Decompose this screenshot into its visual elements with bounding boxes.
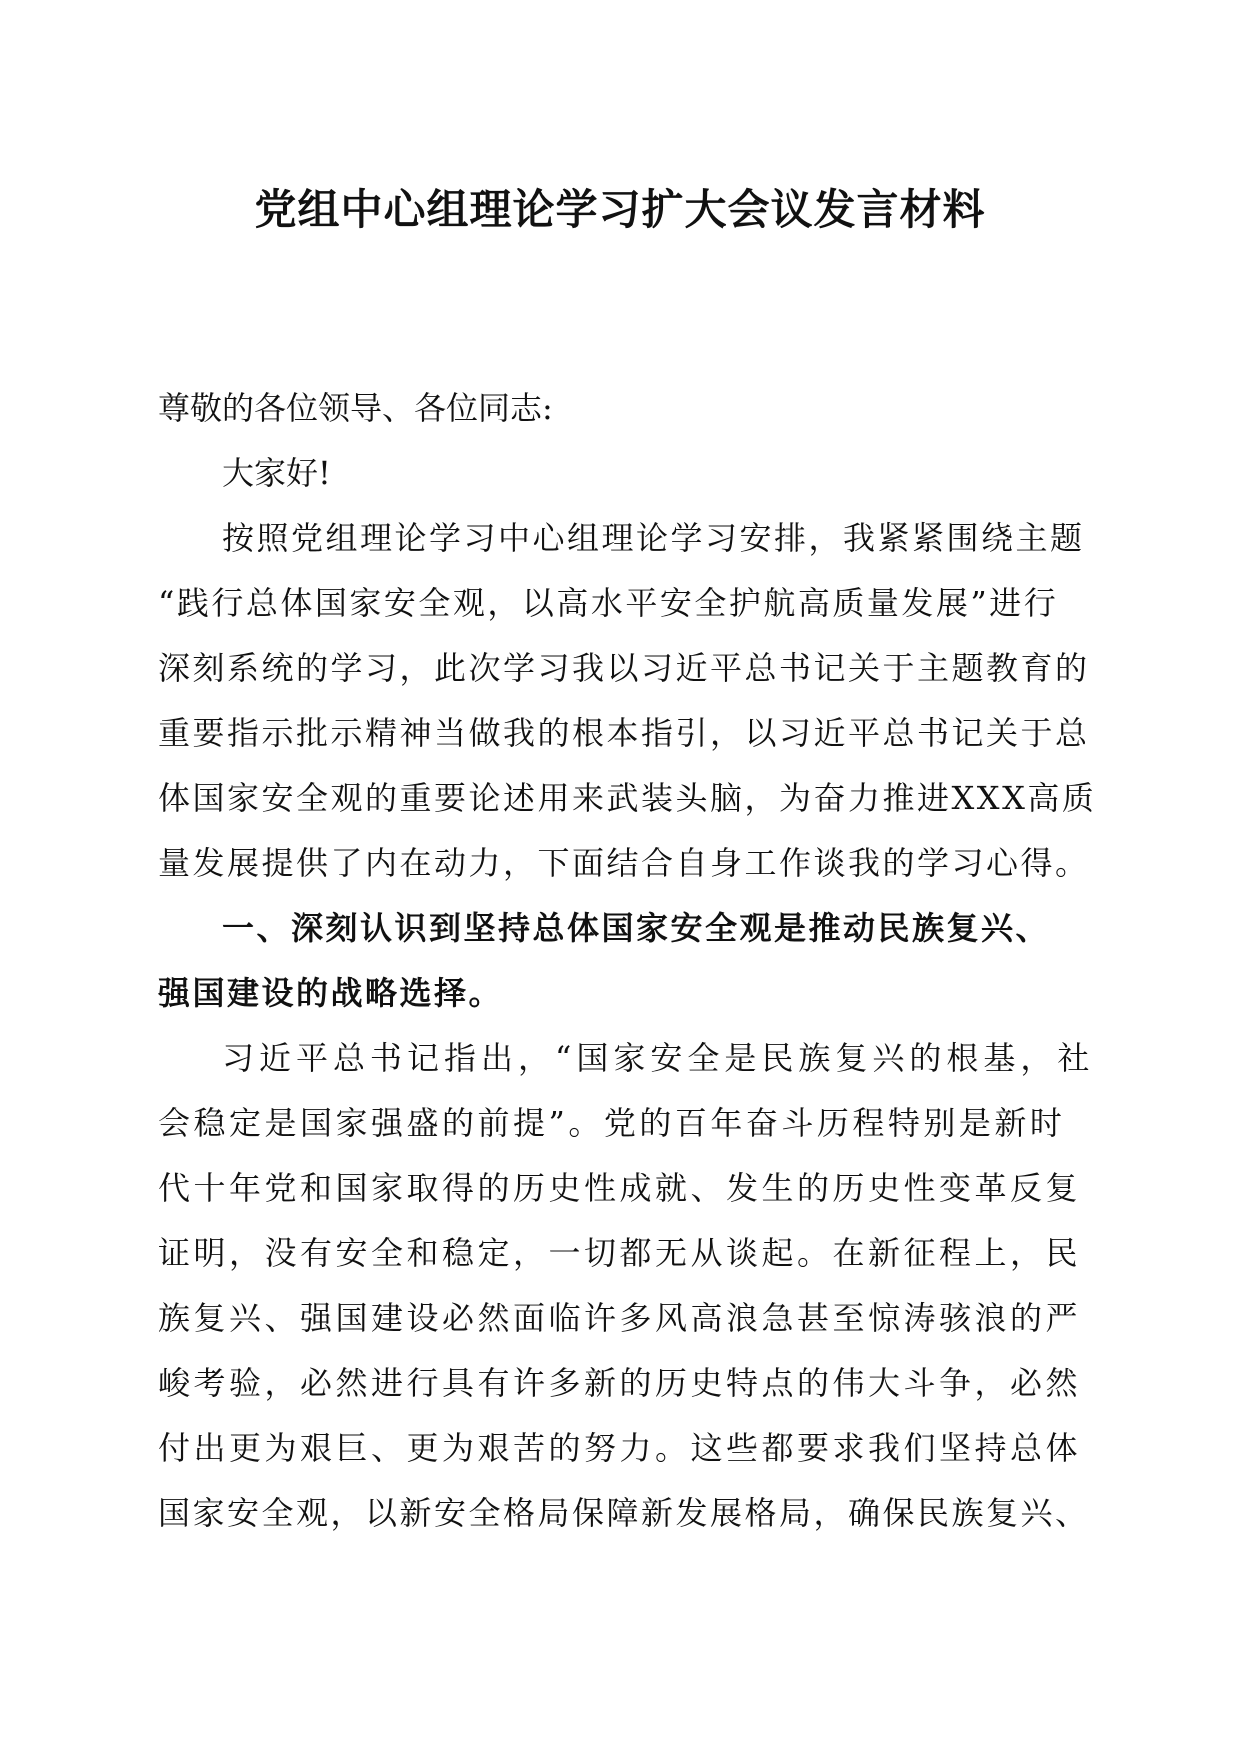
section-heading: 强国建设的战略选择。 (158, 974, 504, 1012)
paragraph-line: 国家安全观，以新安全格局保障新发展格局，确保民族复兴、 (158, 1494, 1090, 1532)
paragraph-line: 量发展提供了内在动力，下面结合自身工作谈我的学习心得。 (158, 844, 1090, 882)
document-title: 党组中心组理论学习扩大会议发言材料 (254, 185, 986, 234)
paragraph-line: “践行总体国家安全观，以高水平安全护航高质量发展”进行 (158, 584, 1059, 622)
paragraph-line: 重要指示批示精神当做我的根本指引，以习近平总书记关于总 (158, 714, 1090, 752)
paragraph-line: 付出更为艰巨、更为艰苦的努力。这些都要求我们坚持总体 (158, 1429, 1082, 1467)
document-body (158, 376, 1097, 1546)
paragraph-line: 按照党组理论学习中心组理论学习安排，我紧紧围绕主题 (222, 519, 1085, 557)
paragraph-line: 代十年党和国家取得的历史性成就、发生的历史性变革反复 (158, 1169, 1082, 1207)
paragraph-line: 习近平总书记指出，“国家安全是民族复兴的根基，社 (222, 1039, 1095, 1077)
paragraph-line: 深刻系统的学习，此次学习我以习近平总书记关于主题教育的 (158, 649, 1090, 687)
salutation: 尊敬的各位领导、各位同志: (158, 389, 553, 427)
greeting: 大家好! (222, 454, 331, 492)
paragraph-line: 峻考验，必然进行具有许多新的历史特点的伟大斗争，必然 (158, 1364, 1082, 1402)
paragraph-line: 族复兴、强国建设必然面临许多风高浪急甚至惊涛骇浪的严 (158, 1299, 1082, 1337)
paragraph-line: 证明，没有安全和稳定，一切都无从谈起。在新征程上，民 (158, 1234, 1082, 1272)
paragraph-line: 会稳定是国家强盛的前提”。党的百年奋斗历程特别是新时 (158, 1104, 1066, 1142)
paragraph-line: 体国家安全观的重要论述用来武装头脑，为奋力推进XXX高质 (158, 779, 1097, 817)
section-heading: 一、深刻认识到坚持总体国家安全观是推动民族复兴、 (222, 909, 1051, 947)
